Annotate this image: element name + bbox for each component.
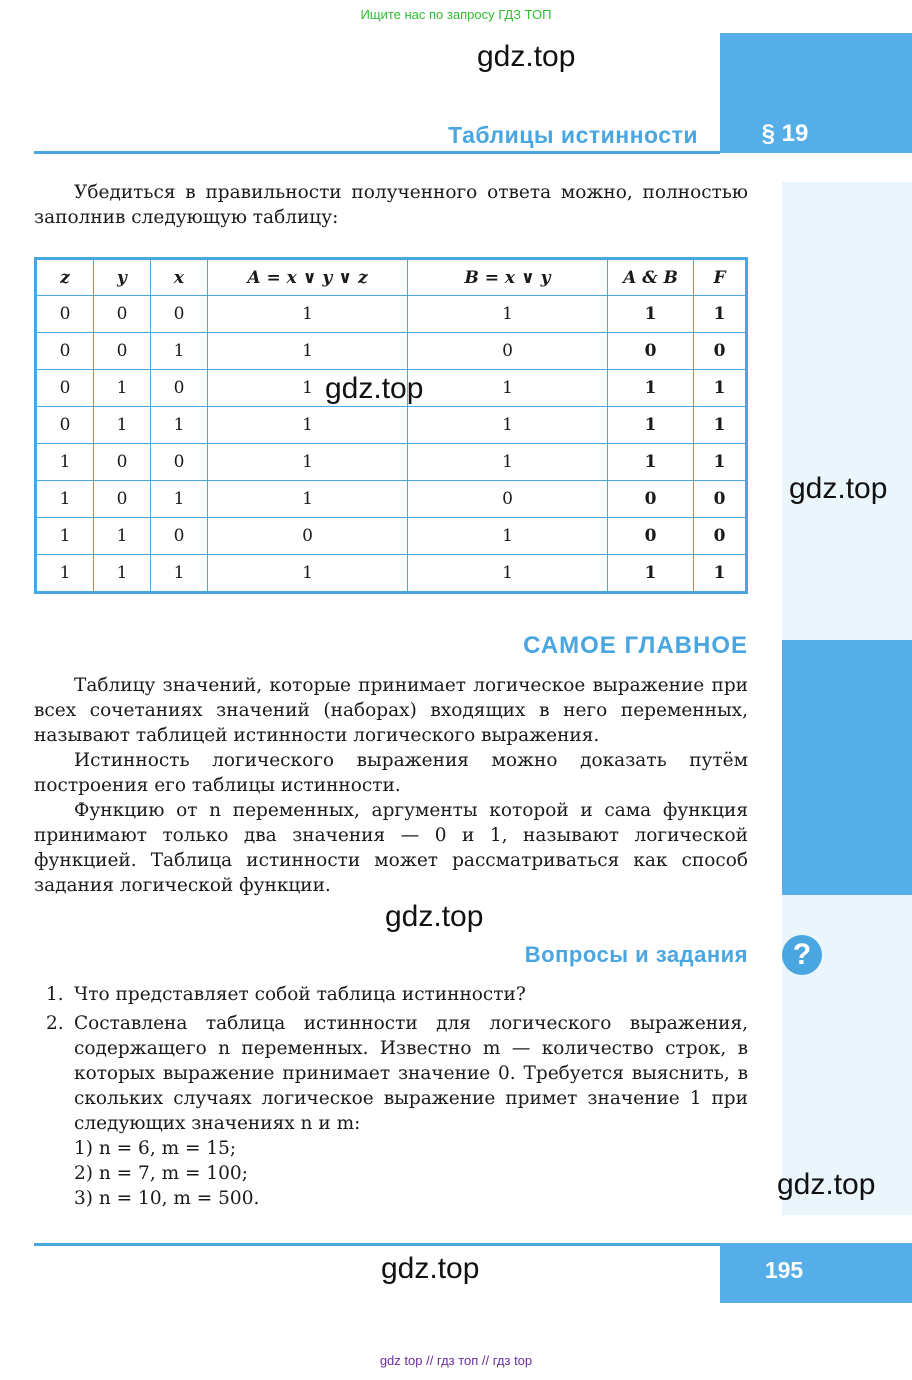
column-header-y: y xyxy=(94,259,151,296)
main-paragraph-1: Таблицу значений, которые принимает логическое выражение при всех сочетаниях значений (наборах) входящих в него переменных, называют таблицей истинности логического выражения. xyxy=(34,675,748,746)
table-cell: 1 xyxy=(608,555,694,593)
table-cell: 1 xyxy=(151,481,208,518)
table-cell: 1 xyxy=(94,555,151,593)
table-cell: 1 xyxy=(694,296,747,333)
table-cell: 0 xyxy=(608,333,694,370)
table-cell: 0 xyxy=(94,333,151,370)
main-section-title: САМОЕ ГЛАВНОЕ xyxy=(523,632,748,659)
footer-divider xyxy=(34,1243,720,1246)
table-cell: 1 xyxy=(36,518,94,555)
table-cell: 1 xyxy=(208,481,408,518)
table-row xyxy=(36,518,747,555)
table-cell: 1 xyxy=(408,444,608,481)
table-cell: 1 xyxy=(694,407,747,444)
table-row xyxy=(36,296,747,333)
table-cell: 0 xyxy=(694,518,747,555)
table-cell: 1 xyxy=(151,333,208,370)
table-row xyxy=(36,333,747,370)
table-cell: 0 xyxy=(694,481,747,518)
table-cell: 0 xyxy=(151,444,208,481)
table-cell: 1 xyxy=(408,555,608,593)
table-cell: 1 xyxy=(208,333,408,370)
table-cell: 0 xyxy=(408,333,608,370)
table-cell: 1 xyxy=(36,444,94,481)
table-cell: 1 xyxy=(208,370,408,407)
table-cell: 1 xyxy=(694,370,747,407)
table-cell: 0 xyxy=(36,333,94,370)
watermark: gdz.top xyxy=(381,1252,480,1285)
column-header-a-and-b: A & B xyxy=(608,259,694,296)
table-body xyxy=(36,296,747,593)
table-cell: 1 xyxy=(694,444,747,481)
table-header-row xyxy=(36,259,747,296)
table-cell: 0 xyxy=(408,481,608,518)
page-number: 195 xyxy=(764,1257,804,1283)
truth-table xyxy=(34,257,748,594)
table-cell: 1 xyxy=(408,518,608,555)
table-cell: 0 xyxy=(36,296,94,333)
column-header-b-formula: B = x ∨ y xyxy=(464,267,551,288)
table-cell: 0 xyxy=(36,407,94,444)
table-cell: 1 xyxy=(608,407,694,444)
question-mark-icon: ? xyxy=(782,935,822,975)
table-row xyxy=(36,555,747,593)
question-text: Что представляет собой таблица истинности? xyxy=(74,984,526,1005)
case-item-1: 1) n = 6, m = 15; xyxy=(74,1138,237,1159)
table-cell: 1 xyxy=(408,407,608,444)
table-cell: 1 xyxy=(208,444,408,481)
table-cell: 1 xyxy=(608,296,694,333)
table-row xyxy=(36,407,747,444)
column-header-x: x xyxy=(151,259,208,296)
question-text: Составлена таблица истинности для логического выражения, содержащего n переменных. Известно m — количество строк, в которых выражение принимает значение 0. Требуется выяснить, в скольких случаях логическое выражение примет значение 1 при следующих значениях n и m: xyxy=(74,1013,748,1134)
header-divider xyxy=(34,151,720,154)
table-cell: 0 xyxy=(608,481,694,518)
column-header-b xyxy=(408,259,608,296)
table-cell: 1 xyxy=(408,296,608,333)
side-margin-highlight xyxy=(782,640,912,895)
table-cell: 1 xyxy=(36,481,94,518)
bottom-banner: gdz top // гдз топ // гдз top xyxy=(379,1353,533,1368)
questions-title: Вопросы и задания xyxy=(524,942,748,967)
intro-paragraph: Убедиться в правильности полученного ответа можно, полностью заполнив следующую таблицу: xyxy=(34,182,748,228)
main-paragraph-3: Функцию от n переменных, аргументы которой и сама функция принимают только два значения — 0 и 1, называют логической функцией. Таблица истинности может рассматриваться как способ задания логической функции. xyxy=(34,800,748,896)
table-cell: 0 xyxy=(36,370,94,407)
table-cell: 0 xyxy=(151,370,208,407)
section-number: § 19 xyxy=(761,120,809,147)
table-cell: 1 xyxy=(94,370,151,407)
column-header-a xyxy=(208,259,408,296)
table-cell: 1 xyxy=(94,518,151,555)
table-cell: 1 xyxy=(151,407,208,444)
page-title: Таблицы истинности xyxy=(448,122,698,148)
table-row xyxy=(36,481,747,518)
question-number: 1. xyxy=(46,984,64,1005)
watermark: gdz.top xyxy=(385,900,484,933)
table-cell: 0 xyxy=(151,518,208,555)
question-number: 2. xyxy=(46,1013,64,1034)
watermark: gdz.top xyxy=(789,472,888,505)
column-header-z: z xyxy=(36,259,94,296)
watermark: gdz.top xyxy=(777,1168,876,1201)
column-header-f: F xyxy=(694,259,747,296)
main-section-text xyxy=(34,673,748,898)
watermark: gdz.top xyxy=(477,40,576,73)
table-cell: 1 xyxy=(608,370,694,407)
table-cell: 1 xyxy=(151,555,208,593)
table-row xyxy=(36,444,747,481)
table-cell: 0 xyxy=(608,518,694,555)
top-banner: Ищите нас по запросу ГДЗ ТОП xyxy=(360,7,552,22)
main-paragraph-2: Истинность логического выражения можно доказать путём построения его таблицы истинности. xyxy=(34,750,748,796)
table-cell: 0 xyxy=(94,481,151,518)
case-item-3: 3) n = 10, m = 500. xyxy=(74,1188,260,1209)
table-cell: 0 xyxy=(94,296,151,333)
side-margin-panel xyxy=(782,182,912,640)
table-cell: 1 xyxy=(208,407,408,444)
table-cell: 0 xyxy=(94,444,151,481)
case-item-2: 2) n = 7, m = 100; xyxy=(74,1163,248,1184)
watermark: gdz.top xyxy=(325,372,424,405)
table-cell: 1 xyxy=(208,555,408,593)
table-cell: 0 xyxy=(208,518,408,555)
table-cell: 1 xyxy=(36,555,94,593)
column-header-a-formula: A = x ∨ y ∨ z xyxy=(247,267,368,288)
table-cell: 0 xyxy=(151,296,208,333)
table-cell: 1 xyxy=(208,296,408,333)
table-cell: 1 xyxy=(94,407,151,444)
table-cell: 0 xyxy=(694,333,747,370)
table-cell: 1 xyxy=(694,555,747,593)
table-cell: 1 xyxy=(608,444,694,481)
table-cell: 1 xyxy=(408,370,608,407)
